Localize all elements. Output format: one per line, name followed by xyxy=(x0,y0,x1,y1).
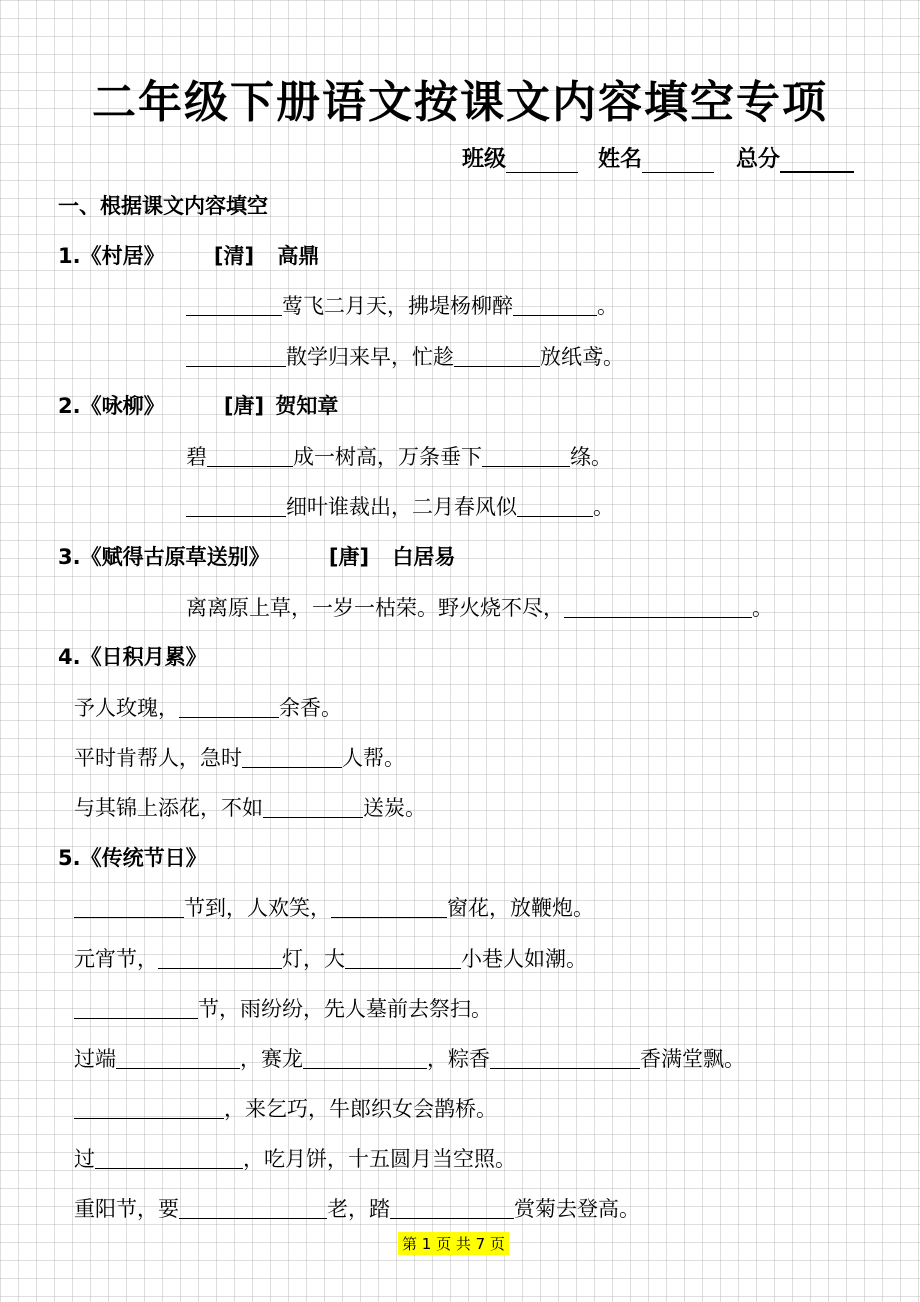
poem1-line1: 莺飞二月天，拂堤杨柳醉 。 xyxy=(186,290,618,320)
blank[interactable] xyxy=(74,998,198,1019)
name-label: 姓名 xyxy=(598,147,643,172)
poem2-author: 贺知章 xyxy=(275,394,339,418)
poem2-title: 2.《咏柳》 xyxy=(58,394,165,418)
blank[interactable] xyxy=(158,948,282,969)
page-title: 二年级下册语文按课文内容填空专项 xyxy=(92,77,828,128)
poem3-title: 3.《赋得古原草送别》 xyxy=(58,545,270,569)
blank[interactable] xyxy=(263,797,363,818)
rjyl-header: 4.《日积月累》 xyxy=(58,645,207,669)
blank[interactable] xyxy=(331,897,447,918)
blank[interactable] xyxy=(345,948,461,969)
blank[interactable] xyxy=(513,295,597,316)
festival-line4: 过端 ，赛龙 ，粽香 香满堂飘。 xyxy=(74,1047,745,1071)
festival-header: 5.《传统节日》 xyxy=(58,846,207,870)
blank[interactable] xyxy=(186,496,286,517)
blank[interactable] xyxy=(564,597,752,618)
blank[interactable] xyxy=(179,697,279,718)
festival-line2: 元宵节， 灯，大 小巷人如潮。 xyxy=(74,947,587,971)
poem3-dynasty: [唐] xyxy=(328,545,370,569)
score-blank[interactable] xyxy=(780,149,854,173)
name-field[interactable] xyxy=(598,142,714,173)
blank[interactable] xyxy=(179,1198,327,1219)
class-label: 班级 xyxy=(462,147,507,172)
class-blank[interactable] xyxy=(506,150,578,173)
rjyl-line1: 予人玫瑰， 余香。 xyxy=(74,696,342,720)
poem2-line2: 细叶谁裁出，二月春风似 。 xyxy=(186,491,614,521)
poem1-author: 高鼎 xyxy=(277,244,320,268)
blank[interactable] xyxy=(207,446,293,467)
score-field[interactable] xyxy=(736,142,854,173)
blank[interactable] xyxy=(242,747,342,768)
section-heading: 一、根据课文内容填空 xyxy=(58,194,268,218)
blank[interactable] xyxy=(454,346,540,367)
score-label: 总分 xyxy=(736,147,781,172)
class-field[interactable] xyxy=(462,142,578,173)
festival-line5: ，来乞巧，牛郎织女会鹊桥。 xyxy=(74,1093,497,1123)
festival-line7: 重阳节，要 老，踏 赏菊去登高。 xyxy=(74,1197,640,1221)
poem3-author: 白居易 xyxy=(392,545,456,569)
name-blank[interactable] xyxy=(642,150,714,173)
poem3-header xyxy=(58,541,455,571)
blank[interactable] xyxy=(74,897,184,918)
blank[interactable] xyxy=(186,346,286,367)
blank[interactable] xyxy=(186,295,282,316)
poem2-line1: 碧 成一树高，万条垂下 绦。 xyxy=(186,445,612,469)
poem3-line1: 离离原上草，一岁一枯荣。野火烧不尽， 。 xyxy=(186,596,773,620)
blank[interactable] xyxy=(482,446,570,467)
blank[interactable] xyxy=(490,1048,640,1069)
page-number: 第 1 页 共 7 页 xyxy=(398,1232,509,1255)
poem1-dynasty: [清] xyxy=(213,244,255,268)
rjyl-line3: 与其锦上添花，不如 送炭。 xyxy=(74,796,426,820)
poem1-line2: 散学归来早，忙趁 放纸鸢。 xyxy=(186,341,624,371)
blank[interactable] xyxy=(303,1048,427,1069)
poem1-title: 1.《村居》 xyxy=(58,244,165,268)
festival-line1: 节到，人欢笑， 窗花，放鞭炮。 xyxy=(74,892,594,922)
poem1-header xyxy=(58,240,319,270)
rjyl-line2: 平时肯帮人，急时 人帮。 xyxy=(74,746,405,770)
festival-line3: 节，雨纷纷，先人墓前去祭扫。 xyxy=(74,993,492,1023)
blank[interactable] xyxy=(390,1198,514,1219)
blank[interactable] xyxy=(95,1148,243,1169)
blank[interactable] xyxy=(517,496,593,517)
poem2-dynasty: [唐] xyxy=(223,394,265,418)
poem2-header xyxy=(58,390,338,420)
blank[interactable] xyxy=(74,1098,224,1119)
blank[interactable] xyxy=(116,1048,240,1069)
festival-line6: 过 ，吃月饼，十五圆月当空照。 xyxy=(74,1147,516,1171)
